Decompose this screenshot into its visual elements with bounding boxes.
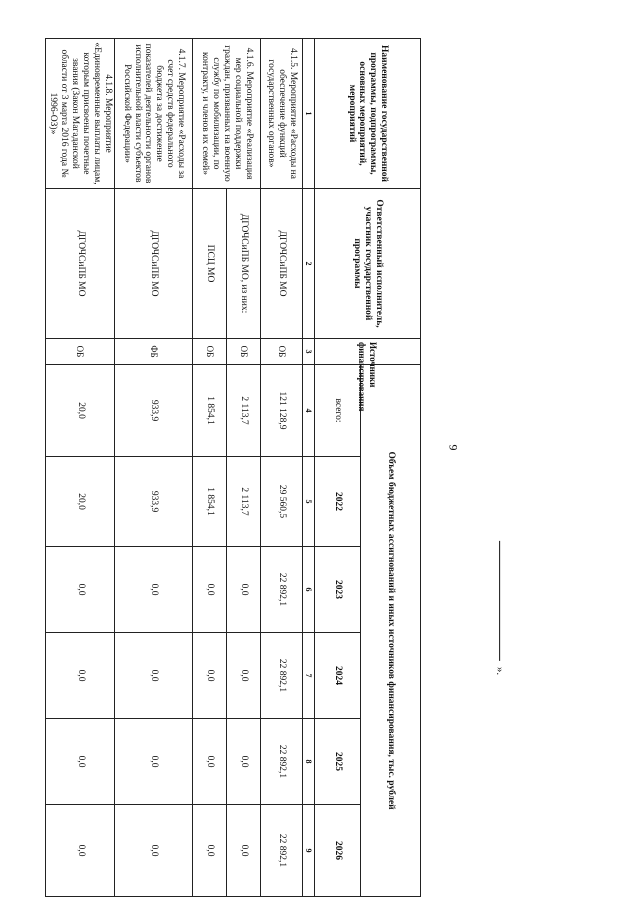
row-source: ОБ xyxy=(261,339,303,365)
header-2022: 2022 xyxy=(315,457,361,547)
row-2026: 0,0 xyxy=(46,805,115,897)
header-total: всего: xyxy=(315,365,361,457)
row-2023: 0,0 xyxy=(193,547,227,633)
col-number: 1 xyxy=(303,39,315,189)
row-2026: 0,0 xyxy=(115,805,193,897)
header-name: Наименование государственной программы, подпрограммы, основных мероприятий, мероприятий xyxy=(315,39,421,189)
row-total: 2 113,7 xyxy=(227,365,261,457)
row-total: 933,9 xyxy=(115,365,193,457)
col-number: 2 xyxy=(303,189,315,339)
row-source: ФБ xyxy=(115,339,193,365)
header-2026: 2026 xyxy=(315,805,361,897)
col-number: 7 xyxy=(303,633,315,719)
row-2024: 0,0 xyxy=(115,633,193,719)
col-number: 3 xyxy=(303,339,315,365)
row-2025: 0,0 xyxy=(46,719,115,805)
closing-rule xyxy=(499,541,500,661)
row-total: 1 854,1 xyxy=(193,365,227,457)
row-2024: 0,0 xyxy=(227,633,261,719)
header-row-1 xyxy=(361,39,421,897)
row-name: 4.1.6. Мероприятие «Реализация мер социальной поддержки граждан, призванных на военную службу по мобилизации, по контракту, и членов их семей» xyxy=(193,39,261,189)
row-2022: 933,9 xyxy=(115,457,193,547)
row-2022: 20,0 xyxy=(46,457,115,547)
row-total: 121 128,9 xyxy=(261,365,303,457)
row-source: ОБ xyxy=(193,339,227,365)
closing-mark xyxy=(494,541,506,675)
row-executor: ДГОЧСиПБ МО xyxy=(261,189,303,339)
header-executor: Ответственный исполнитель, участник государственной программы xyxy=(315,189,421,339)
row-2023: 0,0 xyxy=(46,547,115,633)
row-2024: 0,0 xyxy=(193,633,227,719)
row-total: 20,0 xyxy=(46,365,115,457)
col-number: 9 xyxy=(303,805,315,897)
col-number: 5 xyxy=(303,457,315,547)
table-row xyxy=(115,39,193,897)
row-2023: 22 892,1 xyxy=(261,547,303,633)
col-number: 8 xyxy=(303,719,315,805)
row-2024: 0,0 xyxy=(46,633,115,719)
row-executor: ДГОЧСиПБ МО, из них: xyxy=(227,189,261,339)
row-name: 4.1.7. Мероприятие «Расходы за счет средств федерального бюджета за достижение показателей деятельности органов исполнительной власти субъектов Российской Федерации» xyxy=(115,39,193,189)
header-2023: 2023 xyxy=(315,547,361,633)
row-source: ОБ xyxy=(46,339,115,365)
table-row xyxy=(46,39,115,897)
rotated-table-container xyxy=(48,38,421,896)
header-2024: 2024 xyxy=(315,633,361,719)
financing-table xyxy=(45,38,421,897)
row-2022: 2 113,7 xyxy=(227,457,261,547)
row-2026: 0,0 xyxy=(193,805,227,897)
row-2026: 22 892,1 xyxy=(261,805,303,897)
header-2025: 2025 xyxy=(315,719,361,805)
row-2026: 0,0 xyxy=(227,805,261,897)
row-executor: ПСЦ МО xyxy=(193,189,227,339)
row-name: 4.1.8. Мероприятие «Единовременные выплаты лицам, которым присвоены почетные звания (Закон Магаданской области от 3 марта 2016 года № 1996-ОЗ)» xyxy=(46,39,115,189)
col-number: 6 xyxy=(303,547,315,633)
row-2024: 22 892,1 xyxy=(261,633,303,719)
row-2025: 0,0 xyxy=(193,719,227,805)
table-row xyxy=(227,39,261,897)
page-number: 9 xyxy=(446,444,461,451)
row-2025: 0,0 xyxy=(115,719,193,805)
row-2023: 0,0 xyxy=(227,547,261,633)
table-row xyxy=(261,39,303,897)
header-volume: Объем бюджетных ассигнований и иных источников финансирования, тыс. рублей xyxy=(361,365,421,897)
row-2025: 0,0 xyxy=(227,719,261,805)
col-number: 4 xyxy=(303,365,315,457)
column-number-row xyxy=(303,39,315,897)
table-wrapper xyxy=(48,38,421,896)
closing-quote: ». xyxy=(494,666,507,676)
row-executor: ДГОЧСиПБ МО xyxy=(115,189,193,339)
row-2022: 1 854,1 xyxy=(193,457,227,547)
row-executor: ДГОЧСиПБ МО xyxy=(46,189,115,339)
row-source: ОБ xyxy=(227,339,261,365)
row-2022: 29 560,5 xyxy=(261,457,303,547)
header-source: Источники финансирования xyxy=(315,339,421,365)
row-name: 4.1.5. Мероприятие «Расходы на обеспечение функций государственных органов» xyxy=(261,39,303,189)
row-2023: 0,0 xyxy=(115,547,193,633)
row-2025: 22 892,1 xyxy=(261,719,303,805)
